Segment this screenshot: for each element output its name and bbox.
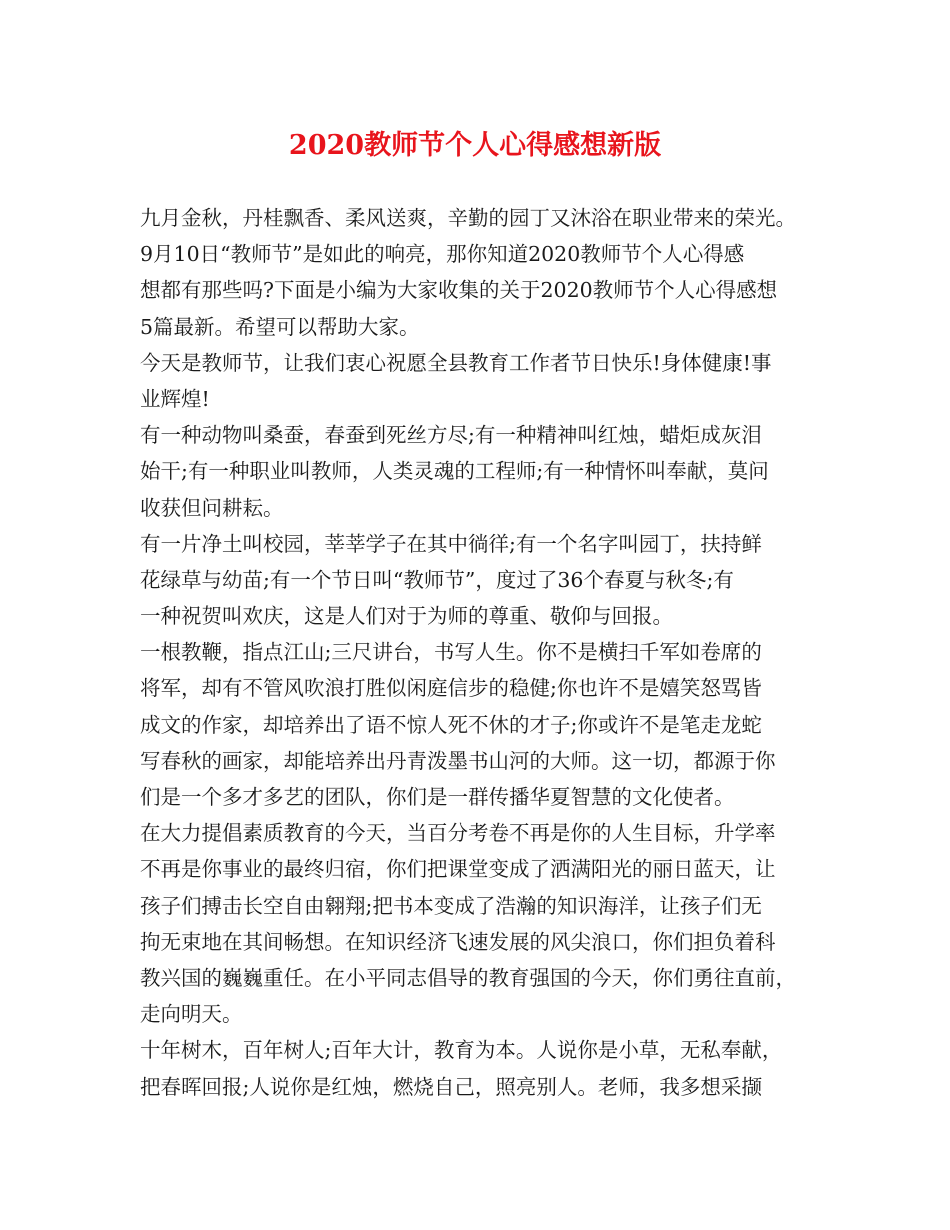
- text-line: 成文的作家，却培养出了语不惊人死不休的才子;你或许不是笔走龙蛇: [140, 712, 762, 737]
- text-line: 有一种动物叫桑蚕，春蚕到死丝方尽;有一种精神叫红烛，蜡炬成灰泪: [140, 423, 762, 448]
- text-line: 收获但问耕耘。: [140, 495, 284, 520]
- text-line: 在大力提倡素质教育的今天，当百分考卷不再是你的人生目标，升学率: [140, 821, 776, 846]
- text-line: 9月10日“教师节”是如此的响亮，那你知道2020教师节个人心得感: [140, 242, 745, 267]
- text-line: 将军，却有不管风吹浪打胜似闲庭信步的稳健;你也许不是嬉笑怒骂皆: [140, 676, 762, 701]
- text-line: 走向明天。: [140, 1002, 243, 1027]
- text-line: 花绿草与幼苗;有一个节日叫“教师节”，度过了36个春夏与秋冬;有: [140, 567, 734, 592]
- text-line: 5篇最新。希望可以帮助大家。: [140, 314, 420, 339]
- text-line: 孩子们搏击长空自由翱翔;把书本变成了浩瀚的知识海洋，让孩子们无: [140, 893, 762, 918]
- text-line: 写春秋的画家，却能培养出丹青泼墨书山河的大师。这一切，都源于你: [140, 748, 776, 773]
- text-line: 始干;有一种职业叫教师，人类灵魂的工程师;有一种情怀叫奉献，莫问: [140, 459, 769, 484]
- document-body: [140, 200, 830, 1105]
- text-line: 教兴国的巍巍重任。在小平同志倡导的教育强国的今天，你们勇往直前，: [140, 965, 796, 990]
- text-line: 今天是教师节，让我们衷心祝愿全县教育工作者节日快乐!身体健康!事: [140, 350, 772, 375]
- text-line: 九月金秋，丹桂飘香、柔风送爽，辛勤的园丁又沐浴在职业带来的荣光。: [140, 206, 796, 230]
- text-line: 们是一个多才多艺的团队，你们是一群传播华夏智慧的文化使者。: [140, 785, 735, 809]
- text-line: 有一片净土叫校园，莘莘学子在其中徜徉;有一个名字叫园丁，扶持鲜: [140, 531, 762, 556]
- text-line: 十年树木，百年树人;百年大计，教育为本。人说你是小草，无私奉献，: [140, 1038, 783, 1063]
- text-line: 不再是你事业的最终归宿，你们把课堂变成了洒满阳光的丽日蓝天，让: [140, 857, 776, 882]
- text-line: 一根教鞭，指点江山;三尺讲台，书写人生。你不是横扫千军如卷席的: [140, 640, 762, 665]
- text-line: 一种祝贺叫欢庆，这是人们对于为师的尊重、敬仰与回报。: [140, 604, 673, 629]
- text-line: 想都有那些吗?下面是小编为大家收集的关于2020教师节个人心得感想: [140, 278, 778, 303]
- text-line: 拘无束地在其间畅想。在知识经济飞速发展的风尖浪口，你们担负着科: [140, 929, 776, 954]
- text-line: 业辉煌!: [140, 386, 210, 411]
- document-title: 2020教师节个人心得感想新版: [288, 130, 662, 161]
- text-line: 把春晖回报;人说你是红烛，燃烧自己，照亮别人。老师，我多想采撷: [140, 1074, 762, 1099]
